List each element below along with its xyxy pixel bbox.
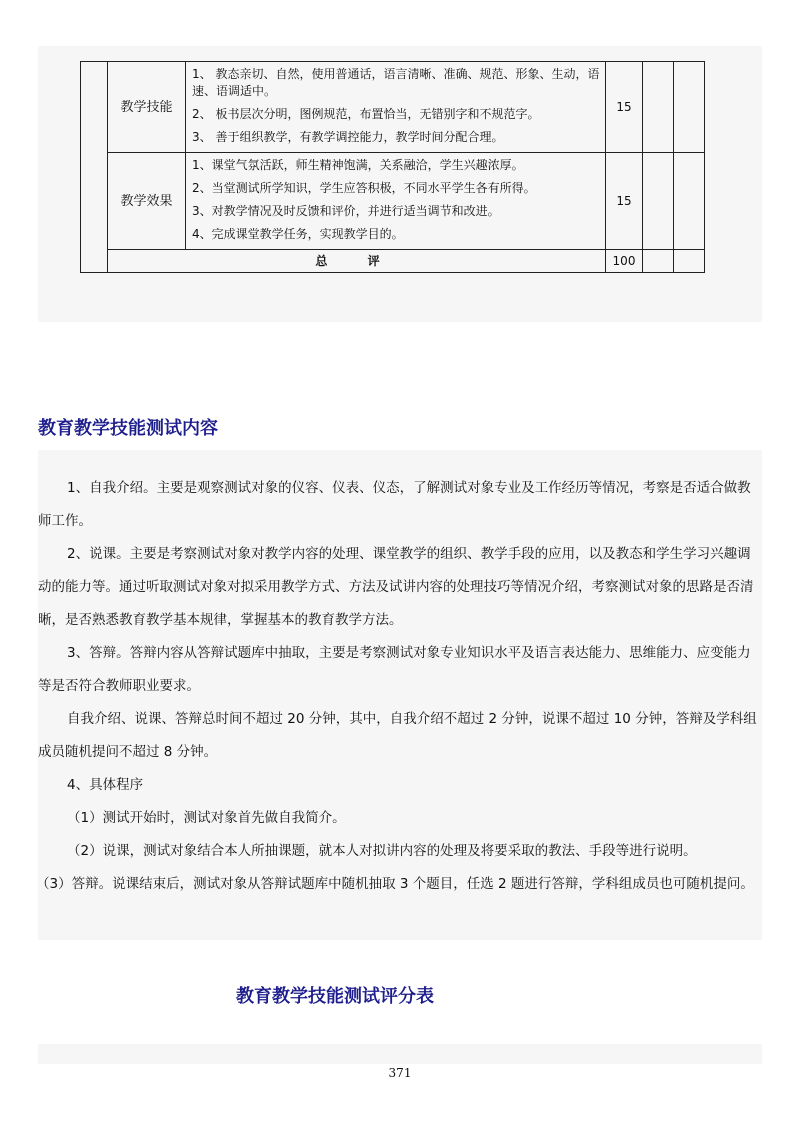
table-row [81,62,705,153]
score-cell: 15 [606,153,643,250]
blank-cell [643,153,674,250]
paragraph: 4、具体程序 [67,777,144,793]
table-row [81,153,705,250]
category-cell: 教学技能 [108,62,186,153]
criteria-item: 2、当堂测试所学知识，学生应答积极，不同水平学生各有所得。 [192,181,536,195]
outer-column-cell [81,62,108,273]
criteria-cell [186,153,606,250]
total-score-cell: 100 [606,250,643,273]
page-number: 371 [388,1066,412,1080]
paragraph: 自我介绍、说课、答辩总时间不超过 20 分钟，其中，自我介绍不超过 2 分钟，说课不超过 10 分钟，答辩及学科组成员随机提问不超过 8 分钟。 [38,711,757,760]
criteria-item: 3、对教学情况及时反馈和评价，并进行适当调节和改进。 [192,204,500,218]
criteria-cell [186,62,606,153]
section-heading: 教育教学技能测试内容 [38,418,218,439]
criteria-item: 2、 板书层次分明，图例规范，布置恰当，无错别字和不规范字。 [192,107,540,121]
paragraph: 1、自我介绍。主要是观察测试对象的仪容、仪表、仪态，了解测试对象专业及工作经历等情况，考察是否适合做教师工作。 [38,480,751,529]
category-cell: 教学效果 [108,153,186,250]
score-cell: 15 [606,62,643,153]
next-section-heading: 教育教学技能测试评分表 [236,986,434,1007]
paragraph: 2、说课。主要是考察测试对象对教学内容的处理、课堂教学的组织、教学手段的应用，以及教态和学生学习兴趣调动的能力等。通过听取测试对象对拟采用教学方式、方法及试讲内容的处理技巧等情况介绍，考察测试对象的思路是否清晰，是否熟悉教育教学基本规律，掌握基本的教育教学方法。 [38,546,754,628]
criteria-item: 1、课堂气氛活跃，师生精神饱满，关系融洽，学生兴趣浓厚。 [192,158,524,172]
paragraph: 3、答辩。答辩内容从答辩试题库中抽取，主要是考察测试对象专业知识水平及语言表达能力、思维能力、应变能力等是否符合教师职业要求。 [38,645,751,694]
body-text [38,472,762,901]
blank-cell [643,250,674,273]
blank-cell [643,62,674,153]
total-label: 总 评 [108,250,606,273]
blank-cell [674,62,705,153]
paragraph: （3）答辩。说课结束后，测试对象从答辩试题库中随机抽取 3 个题目，任选 2 题进行答辩，学科组成员也可随机提问。 [36,876,754,892]
criteria-item: 1、 教态亲切、自然，使用普通话，语言清晰、准确、规范、形象、生动，语速、语调适中。 [192,67,600,98]
paragraph: （1）测试开始时，测试对象首先做自我简介。 [67,810,346,826]
score-table [80,61,705,273]
criteria-item: 4、完成课堂教学任务，实现教学目的。 [192,227,404,241]
total-row [81,250,705,273]
blank-cell [674,153,705,250]
criteria-item: 3、 善于组织教学，有教学调控能力，教学时间分配合理。 [192,130,504,144]
content-band-bottom [38,1044,762,1064]
paragraph: （2）说课，测试对象结合本人所抽课题，就本人对拟讲内容的处理及将要采取的教法、手段等进行说明。 [67,843,697,859]
blank-cell [674,250,705,273]
